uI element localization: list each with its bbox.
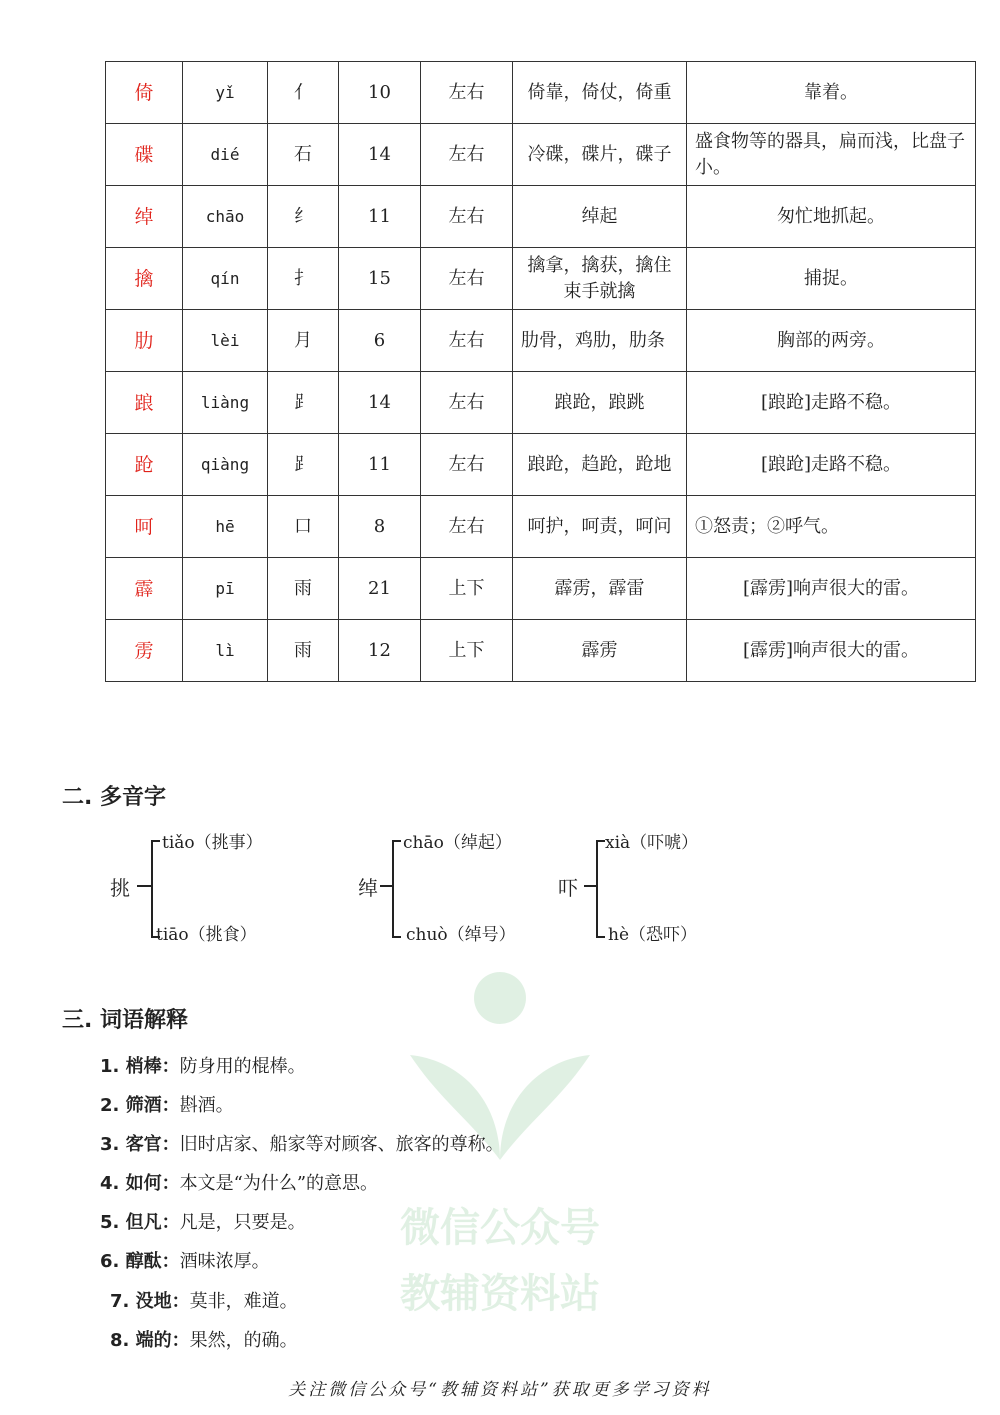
vocab-item bbox=[100, 1091, 234, 1117]
stroke-count-cell: 21 bbox=[339, 558, 421, 620]
meaning-cell: 捕捉。 bbox=[687, 248, 976, 310]
vocab-item bbox=[100, 1169, 378, 1195]
table-row bbox=[106, 124, 976, 186]
structure-cell: 左右 bbox=[421, 62, 513, 124]
meaning-cell: [霹雳]响声很大的雷。 bbox=[687, 558, 976, 620]
meaning-cell: [踉跄]走路不稳。 bbox=[687, 434, 976, 496]
radical-cell: 雨 bbox=[268, 620, 339, 682]
pinyin-cell: dié bbox=[183, 124, 268, 186]
words-cell: 霹雳，霹雷 bbox=[513, 558, 687, 620]
vocab-term: 4. 如何： bbox=[100, 1173, 180, 1194]
words-cell: 冷碟，碟片，碟子 bbox=[513, 124, 687, 186]
words-cell: 踉跄，踉跳 bbox=[513, 372, 687, 434]
vocab-term: 8. 端的： bbox=[110, 1330, 190, 1351]
polyphone-reading-1: tiǎo（挑事） bbox=[162, 833, 263, 853]
vocab-item bbox=[100, 1247, 270, 1273]
stroke-count-cell: 11 bbox=[339, 186, 421, 248]
table-row bbox=[106, 372, 976, 434]
polyphone-char: 绰 bbox=[358, 876, 378, 900]
polyphone-char: 挑 bbox=[110, 876, 130, 900]
vocab-term: 5. 但凡： bbox=[100, 1212, 180, 1233]
table-row bbox=[106, 496, 976, 558]
table-row bbox=[106, 186, 976, 248]
table-row bbox=[106, 248, 976, 310]
pinyin-cell: pī bbox=[183, 558, 268, 620]
words-cell: 霹雳 bbox=[513, 620, 687, 682]
section-3-title: 三. 词语解释 bbox=[62, 1008, 189, 1033]
vocab-definition: 本文是“为什么”的意思。 bbox=[179, 1173, 379, 1194]
polyphone-group-3 bbox=[558, 828, 778, 943]
words-cell: 擒拿，擒获，擒住束手就擒 bbox=[513, 248, 687, 310]
stroke-count-cell: 14 bbox=[339, 372, 421, 434]
table-row bbox=[106, 558, 976, 620]
radical-cell: ⻊ bbox=[268, 372, 339, 434]
structure-cell: 左右 bbox=[421, 186, 513, 248]
table-row bbox=[106, 620, 976, 682]
pinyin-cell: lèi bbox=[183, 310, 268, 372]
character-cell: 肋 bbox=[106, 310, 183, 372]
table-row bbox=[106, 310, 976, 372]
structure-cell: 左右 bbox=[421, 434, 513, 496]
meaning-cell: 靠着。 bbox=[687, 62, 976, 124]
structure-cell: 左右 bbox=[421, 248, 513, 310]
bracket bbox=[392, 840, 401, 938]
table-row bbox=[106, 434, 976, 496]
watermark-line2: 教辅资料站 bbox=[400, 1271, 600, 1317]
character-cell: 绰 bbox=[106, 186, 183, 248]
words-cell: 呵护，呵责，呵问 bbox=[513, 496, 687, 558]
vocab-item bbox=[110, 1326, 298, 1352]
character-cell: 碟 bbox=[106, 124, 183, 186]
polyphone-reading-1: xià（吓唬） bbox=[605, 833, 699, 853]
radical-cell: 月 bbox=[268, 310, 339, 372]
meaning-cell: [踉跄]走路不稳。 bbox=[687, 372, 976, 434]
meaning-cell: 匆忙地抓起。 bbox=[687, 186, 976, 248]
meaning-cell: ①怒责；②呼气。 bbox=[687, 496, 976, 558]
pinyin-cell: lì bbox=[183, 620, 268, 682]
character-table bbox=[105, 61, 976, 682]
radical-cell: 亻 bbox=[268, 62, 339, 124]
radical-cell: ⻊ bbox=[268, 434, 339, 496]
vocab-item bbox=[110, 1287, 298, 1313]
words-cell: 踉跄，趋跄，跄地 bbox=[513, 434, 687, 496]
pinyin-cell: liàng bbox=[183, 372, 268, 434]
section-2-title: 二. 多音字 bbox=[62, 785, 167, 810]
pinyin-cell: chāo bbox=[183, 186, 268, 248]
structure-cell: 左右 bbox=[421, 124, 513, 186]
stroke-count-cell: 14 bbox=[339, 124, 421, 186]
character-cell: 雳 bbox=[106, 620, 183, 682]
vocab-definition: 酒味浓厚。 bbox=[179, 1251, 270, 1272]
structure-cell: 左右 bbox=[421, 496, 513, 558]
polyphone-reading-2: chuò（绰号） bbox=[406, 925, 516, 945]
pinyin-cell: hē bbox=[183, 496, 268, 558]
radical-cell: 石 bbox=[268, 124, 339, 186]
vocab-item bbox=[100, 1130, 504, 1156]
footer-note: 关注微信公众号“教辅资料站”获取更多学习资料 bbox=[288, 1380, 712, 1400]
polyphone-reading-2: tiāo（挑食） bbox=[156, 925, 257, 945]
pinyin-cell: qiàng bbox=[183, 434, 268, 496]
character-cell: 跄 bbox=[106, 434, 183, 496]
radical-cell: 口 bbox=[268, 496, 339, 558]
radical-cell: 雨 bbox=[268, 558, 339, 620]
vocab-term: 7. 没地： bbox=[110, 1291, 190, 1312]
vocab-term: 2. 筛酒： bbox=[100, 1095, 180, 1116]
polyphone-reading-2: hè（恐吓） bbox=[608, 925, 698, 945]
radical-cell: 扌 bbox=[268, 248, 339, 310]
watermark-line1: 微信公众号 bbox=[400, 1205, 600, 1251]
structure-cell: 左右 bbox=[421, 310, 513, 372]
vocab-term: 6. 醇酞： bbox=[100, 1251, 180, 1272]
vocab-definition: 莫非，难道。 bbox=[189, 1291, 298, 1312]
vocab-definition: 旧时店家、船家等对顾客、旅客的尊称。 bbox=[179, 1134, 504, 1155]
polyphone-group-2 bbox=[358, 828, 578, 943]
vocab-definition: 凡是，只要是。 bbox=[179, 1212, 306, 1233]
vocab-definition: 斟酒。 bbox=[179, 1095, 234, 1116]
pinyin-cell: yǐ bbox=[183, 62, 268, 124]
structure-cell: 左右 bbox=[421, 372, 513, 434]
bracket-stem bbox=[137, 885, 151, 887]
words-cell: 肋骨，鸡肋，肋条 bbox=[513, 310, 687, 372]
radical-cell: 纟 bbox=[268, 186, 339, 248]
words-cell: 绰起 bbox=[513, 186, 687, 248]
words-cell: 倚靠，倚仗，倚重 bbox=[513, 62, 687, 124]
stroke-count-cell: 15 bbox=[339, 248, 421, 310]
vocab-item bbox=[100, 1208, 306, 1234]
vocab-term: 3. 客官： bbox=[100, 1134, 180, 1155]
vocab-term: 1. 梢棒： bbox=[100, 1056, 180, 1077]
meaning-cell: 盛食物等的器具，扁而浅，比盘子小。 bbox=[687, 124, 976, 186]
stroke-count-cell: 6 bbox=[339, 310, 421, 372]
bracket-stem bbox=[380, 885, 392, 887]
stroke-count-cell: 11 bbox=[339, 434, 421, 496]
character-cell: 呵 bbox=[106, 496, 183, 558]
meaning-cell: [霹雳]响声很大的雷。 bbox=[687, 620, 976, 682]
meaning-cell: 胸部的两旁。 bbox=[687, 310, 976, 372]
character-cell: 倚 bbox=[106, 62, 183, 124]
bracket-stem bbox=[584, 885, 596, 887]
bracket bbox=[596, 840, 605, 938]
character-cell: 霹 bbox=[106, 558, 183, 620]
character-cell: 踉 bbox=[106, 372, 183, 434]
vocab-item bbox=[100, 1052, 306, 1078]
polyphone-reading-1: chāo（绰起） bbox=[403, 833, 512, 853]
pinyin-cell: qín bbox=[183, 248, 268, 310]
polyphone-group-1 bbox=[110, 828, 330, 943]
stroke-count-cell: 10 bbox=[339, 62, 421, 124]
structure-cell: 上下 bbox=[421, 558, 513, 620]
vocab-definition: 果然，的确。 bbox=[189, 1330, 298, 1351]
structure-cell: 上下 bbox=[421, 620, 513, 682]
table-row bbox=[106, 62, 976, 124]
stroke-count-cell: 12 bbox=[339, 620, 421, 682]
polyphone-char: 吓 bbox=[558, 876, 578, 900]
character-cell: 擒 bbox=[106, 248, 183, 310]
stroke-count-cell: 8 bbox=[339, 496, 421, 558]
vocab-definition: 防身用的棍棒。 bbox=[179, 1056, 306, 1077]
